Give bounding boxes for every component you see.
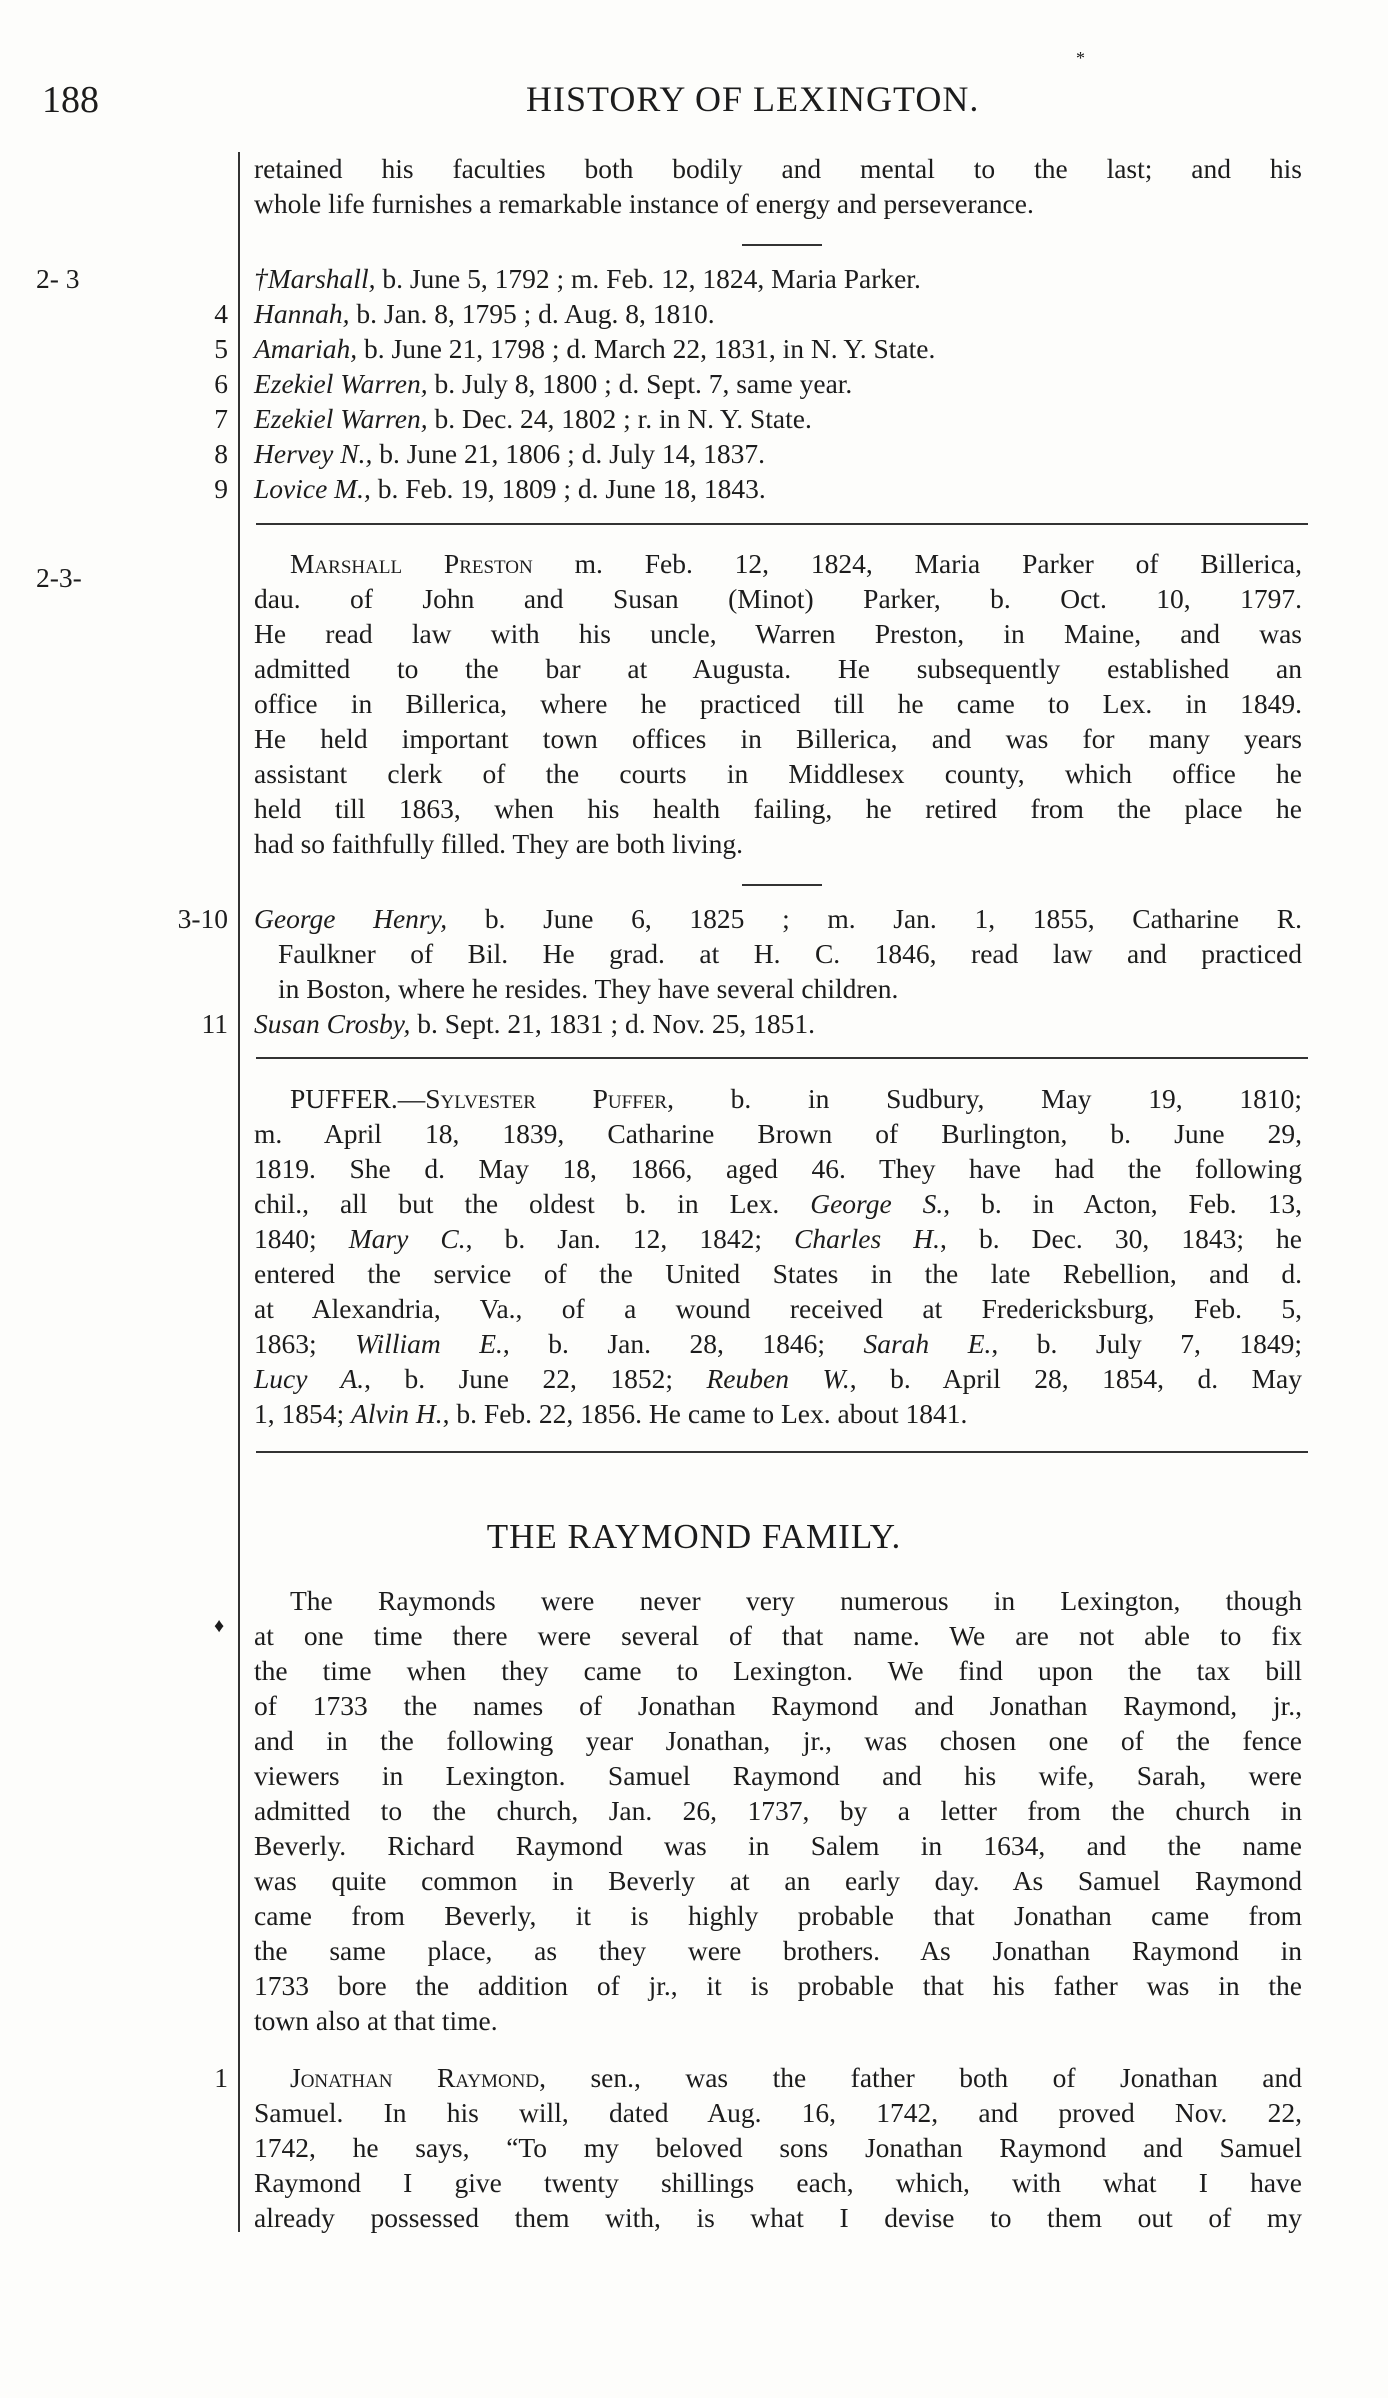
margin-rule (238, 152, 240, 2232)
page-number: 188 (42, 79, 99, 121)
section-heading: THE RAYMOND FAMILY. (486, 1517, 902, 1556)
margin-marker-icon: ♦ (214, 1615, 225, 1637)
entry-divider (256, 1057, 1308, 1059)
section-divider (742, 884, 822, 886)
section-divider (742, 244, 822, 246)
margin-mark: * (1076, 48, 1085, 68)
running-title: HISTORY OF LEXINGTON. (526, 79, 980, 119)
entry-divider (256, 523, 1308, 525)
section-end-rule (256, 1451, 1308, 1453)
page-header (0, 48, 1388, 126)
